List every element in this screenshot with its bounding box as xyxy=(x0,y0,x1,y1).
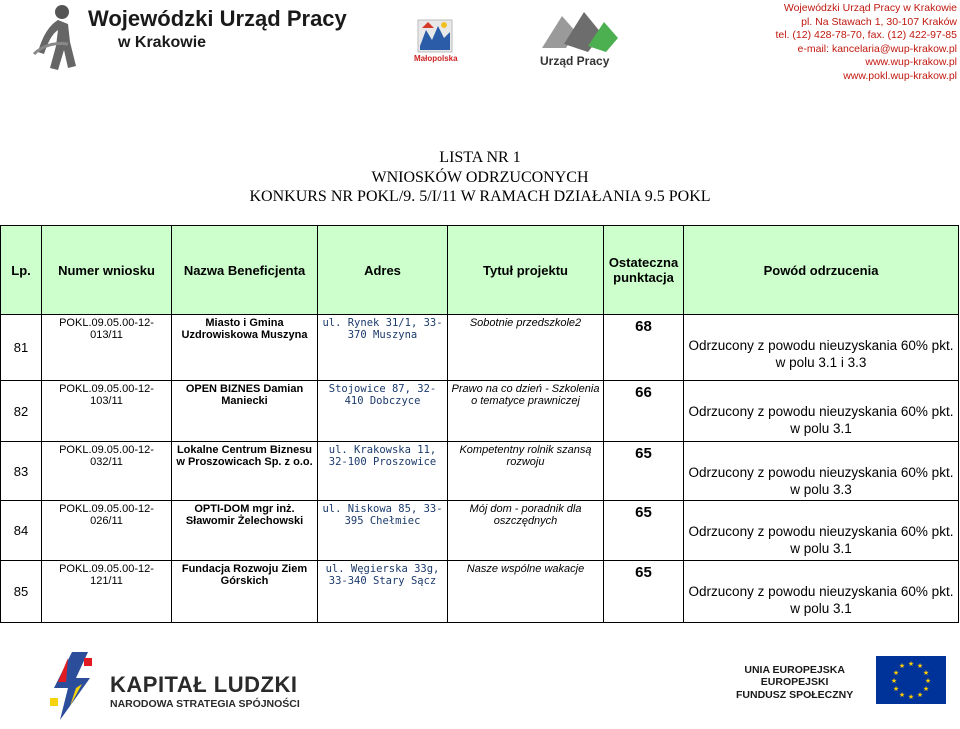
table-row xyxy=(1,315,959,381)
cell-lp: 81 xyxy=(1,315,42,381)
svg-text:★: ★ xyxy=(916,691,924,699)
contest-title: KONKURS NR POKL/9. 5/I/11 W RAMACH DZIAŁANIA 9.5 POKL xyxy=(249,188,711,205)
svg-text:★: ★ xyxy=(907,660,915,668)
kapital-ludzki-logo-icon xyxy=(44,648,100,724)
kapital-ludzki-title: KAPITAŁ LUDZKI xyxy=(110,672,298,697)
urzad-pracy-logo-icon xyxy=(532,4,628,56)
svg-text:★: ★ xyxy=(924,677,932,685)
cell-powod: Odrzucony z powodu nieuzyskania 60% pkt. w polu 3.1 i 3.3 xyxy=(684,315,959,381)
cell-adres: ul. Węgierska 33g, 33-340 Stary Sącz xyxy=(318,561,448,623)
urzad-pracy-label: Urząd Pracy xyxy=(540,54,610,68)
contact-org: Wojewódzki Urząd Pracy w Krakowie xyxy=(783,2,957,14)
contact-block xyxy=(775,2,957,84)
malopolska-label: Małopolska xyxy=(414,54,458,63)
contact-phone: tel. (12) 428-78-70, fax. (12) 422-97-85 xyxy=(775,29,957,42)
cell-lp: 82 xyxy=(1,381,42,442)
header-beneficjent: Nazwa Beneficjenta xyxy=(172,226,318,315)
cell-beneficjent: Miasto i Gmina Uzdrowiskowa Muszyna xyxy=(172,315,318,381)
cell-adres: Stojowice 87, 32-410 Dobczyce xyxy=(318,381,448,442)
svg-text:★: ★ xyxy=(890,677,898,685)
cell-numer: POKL.09.05.00-12-013/11 xyxy=(42,315,172,381)
svg-text:★: ★ xyxy=(922,685,930,693)
cell-tytul: Nasze wspólne wakacje xyxy=(448,561,604,623)
svg-text:★: ★ xyxy=(898,662,906,670)
eu-line3: FUNDUSZ SPOŁECZNY xyxy=(736,688,854,701)
svg-text:★: ★ xyxy=(916,662,924,670)
eu-line1: UNIA EUROPEJSKA xyxy=(744,664,845,676)
cell-punktacja: 65 xyxy=(604,501,684,561)
svg-text:★: ★ xyxy=(898,691,906,699)
table-row xyxy=(1,501,959,561)
cell-powod: Odrzucony z powodu nieuzyskania 60% pkt. w polu 3.1 xyxy=(684,501,959,561)
cell-powod: Odrzucony z powodu nieuzyskania 60% pkt. w polu 3.3 xyxy=(684,442,959,501)
cell-adres: ul. Niskowa 85, 33-395 Chełmiec xyxy=(318,501,448,561)
svg-text:★: ★ xyxy=(892,669,900,677)
cell-punktacja: 65 xyxy=(604,442,684,501)
eu-line2: EUROPEJSKI xyxy=(760,676,829,689)
cell-tytul: Prawo na co dzień - Szkolenia o tematyce prawniczej xyxy=(448,381,604,442)
contact-address: pl. Na Stawach 1, 30-107 Kraków xyxy=(801,15,957,28)
cell-tytul: Kompetentny rolnik szansą rozwoju xyxy=(448,442,604,501)
cell-punktacja: 68 xyxy=(604,315,684,381)
kapital-ludzki-subtitle: NARODOWA STRATEGIA SPÓJNOŚCI xyxy=(110,698,300,710)
cell-tytul: Mój dom - poradnik dla oszczędnych xyxy=(448,501,604,561)
table-header-row xyxy=(1,226,959,315)
cell-beneficjent: OPEN BIZNES Damian Maniecki xyxy=(172,381,318,442)
contact-website[interactable]: www.wup-krakow.pl xyxy=(865,56,957,69)
contact-email[interactable]: e-mail: kancelaria@wup-krakow.pl xyxy=(797,42,957,55)
cell-adres: ul. Krakowska 11, 32-100 Proszowice xyxy=(318,442,448,501)
cell-adres: ul. Rynek 31/1, 33-370 Muszyna xyxy=(318,315,448,381)
org-name-line1: Wojewódzki Urząd Pracy xyxy=(88,6,347,31)
contact-website-pokl[interactable]: www.pokl.wup-krakow.pl xyxy=(843,69,957,82)
cell-lp: 84 xyxy=(1,501,42,561)
svg-text:★: ★ xyxy=(922,669,930,677)
eu-flag-icon xyxy=(876,656,946,704)
cell-beneficjent: Fundacja Rozwoju Ziem Górskich xyxy=(172,561,318,623)
cell-beneficjent: Lokalne Centrum Biznesu w Proszowicach Sp. z o.o. xyxy=(172,442,318,501)
cell-numer: POKL.09.05.00-12-032/11 xyxy=(42,442,172,501)
header-punktacja: Ostateczna punktacja xyxy=(604,226,684,315)
table-row xyxy=(1,561,959,623)
header-tytul: Tytuł projektu xyxy=(448,226,604,315)
header-numer-wniosku: Numer wniosku xyxy=(42,226,172,315)
header-lp: Lp. xyxy=(1,226,42,315)
svg-text:★: ★ xyxy=(892,685,900,693)
cell-numer: POKL.09.05.00-12-103/11 xyxy=(42,381,172,442)
cell-powod: Odrzucony z powodu nieuzyskania 60% pkt. w polu 3.1 xyxy=(684,561,959,623)
list-title: LISTA NR 1 xyxy=(439,149,521,166)
svg-text:★: ★ xyxy=(907,693,915,701)
table-row xyxy=(1,381,959,442)
cell-lp: 85 xyxy=(1,561,42,623)
org-name-line2: w Krakowie xyxy=(118,34,207,51)
cell-numer: POKL.09.05.00-12-121/11 xyxy=(42,561,172,623)
header-powod: Powód odrzucenia xyxy=(684,226,959,315)
table-row xyxy=(1,442,959,501)
rejected-applications-table xyxy=(0,225,959,623)
list-subtitle: WNIOSKÓW ODRZUCONYCH xyxy=(371,169,589,186)
header-adres: Adres xyxy=(318,226,448,315)
wup-logo-icon xyxy=(28,2,82,72)
cell-numer: POKL.09.05.00-12-026/11 xyxy=(42,501,172,561)
cell-tytul: Sobotnie przedszkole2 xyxy=(448,315,604,381)
eu-label xyxy=(736,664,853,701)
cell-lp: 83 xyxy=(1,442,42,501)
cell-powod: Odrzucony z powodu nieuzyskania 60% pkt. w polu 3.1 xyxy=(684,381,959,442)
cell-beneficjent: OPTI-DOM mgr inż. Sławomir Żelechowski xyxy=(172,501,318,561)
cell-punktacja: 65 xyxy=(604,561,684,623)
cell-punktacja: 66 xyxy=(604,381,684,442)
